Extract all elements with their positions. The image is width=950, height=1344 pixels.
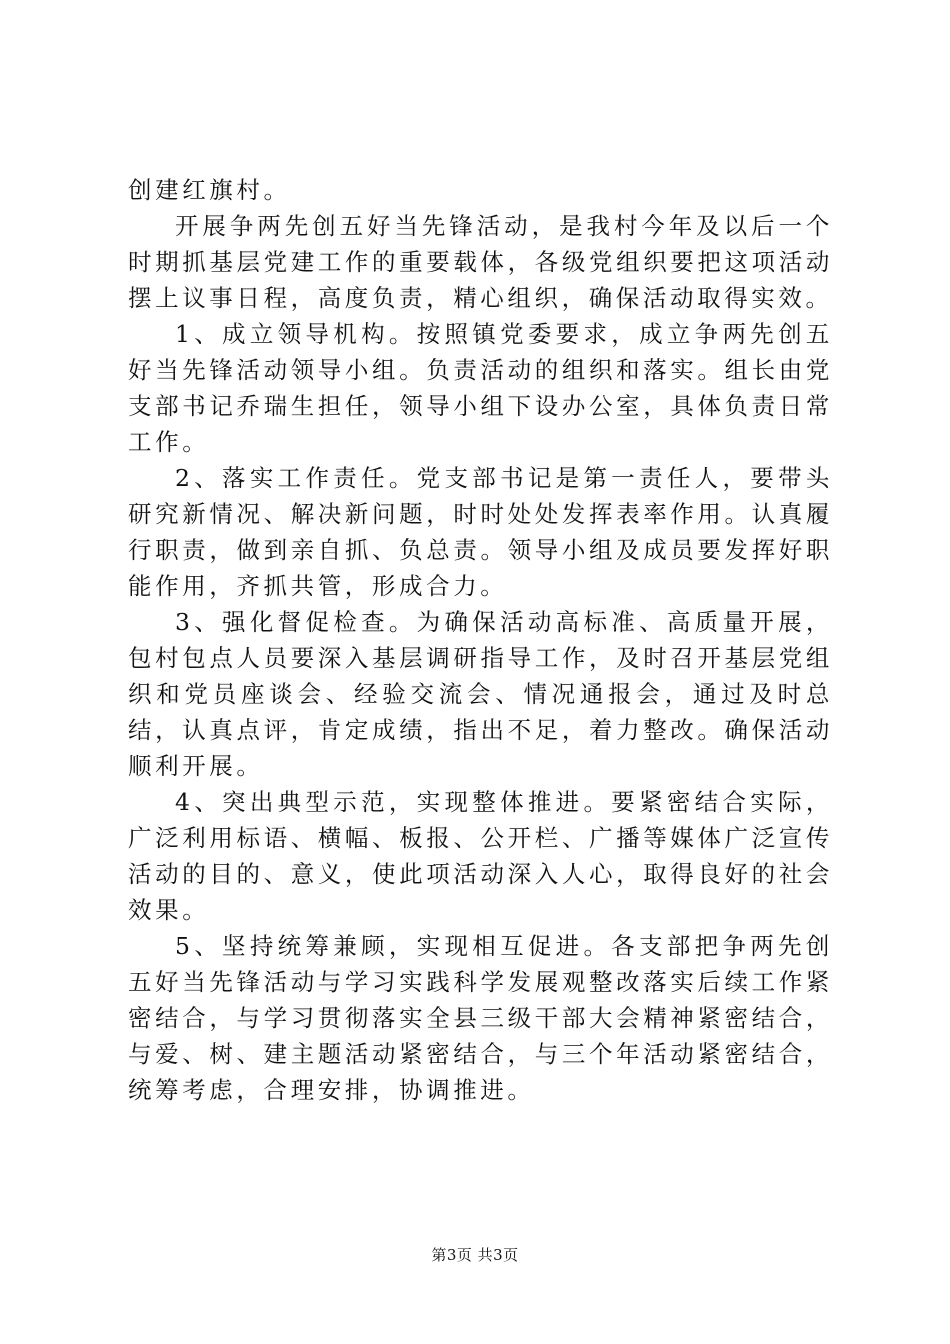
paragraph-item-3: 3、强化督促检查。为确保活动高标准、高质量开展，包村包点人员要深入基层调研指导工作，及时召开基层党组织和党员座谈会、经验交流会、情况通报会，通过及时总结，认真点评，肯定成绩，指出不足，着力整改。确保活动顺利开展。 <box>128 608 833 780</box>
paragraph-item-2: 2、落实工作责任。党支部书记是第一责任人，要带头研究新情况、解决新问题，时时处处发挥表率作用。认真履行职责，做到亲自抓、负总责。领导小组及成员要发挥好职能作用，齐抓共管，形成合力。 <box>128 464 833 600</box>
paragraph-continuation: 创建红旗村。 <box>128 176 291 204</box>
page-footer: 第3页 共3页 <box>431 1246 519 1264</box>
paragraph-intro: 开展争两先创五好当先锋活动，是我村今年及以后一个时期抓基层党建工作的重要载体，各级党组织要把这项活动摆上议事日程，高度负责，精心组织，确保活动取得实效。 <box>128 212 833 312</box>
paragraph-item-4: 4、突出典型示范，实现整体推进。要紧密结合实际，广泛利用标语、横幅、板报、公开栏、广播等媒体广泛宣传活动的目的、意义，使此项活动深入人心，取得良好的社会效果。 <box>128 788 833 924</box>
paragraph-item-1: 1、成立领导机构。按照镇党委要求，成立争两先创五好当先锋活动领导小组。负责活动的组织和落实。组长由党支部书记乔瑞生担任，领导小组下设办公室，具体负责日常工作。 <box>128 320 833 456</box>
document-body <box>128 172 833 1108</box>
paragraph-item-5: 5、坚持统筹兼顾，实现相互促进。各支部把争两先创五好当先锋活动与学习实践科学发展观整改落实后续工作紧密结合，与学习贯彻落实全县三级干部大会精神紧密结合，与爱、树、建主题活动紧密结合，与三个年活动紧密结合，统筹考虑，合理安排，协调推进。 <box>128 932 833 1104</box>
